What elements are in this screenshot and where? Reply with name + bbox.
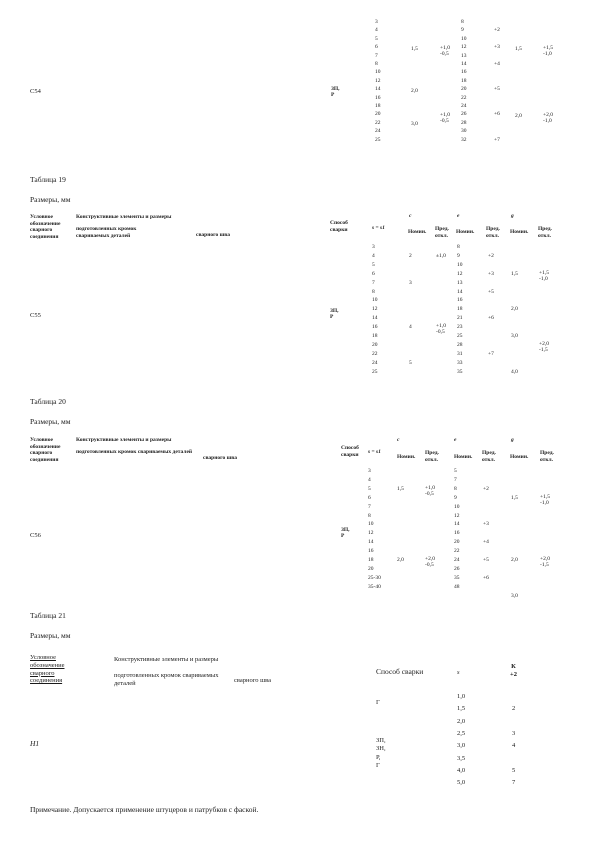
cell-e-nom: 23 (457, 324, 463, 331)
table-20-header-code: Условное обозначение сварного соединения (30, 437, 61, 463)
table-21-header-code: Условное обозначение сварного соединения (30, 654, 65, 685)
cell-e-nom: 24 (454, 557, 460, 563)
joint-code-h1: Н1 (30, 739, 40, 748)
cell-k: 4 (512, 742, 516, 750)
cell-c-tol: +1,0 -0,5 (440, 44, 450, 57)
table-19-title: Таблица 19 (30, 175, 66, 184)
table-20-header-method: Способ сварки (341, 445, 359, 458)
cell-e-nom: 5 (454, 468, 457, 474)
table-19-header-c-nom: Номин. (408, 229, 427, 235)
table-21-header-prep: подготовленных кромок свариваемых деталей (114, 672, 219, 687)
cell-s: 1,5 (457, 705, 466, 713)
table-20-header-g-tol: Пред. откл. (540, 450, 554, 463)
cell-e-nom: 12 (454, 512, 460, 519)
cell-s: 14 (368, 539, 374, 546)
cell-s: 3 (372, 244, 375, 250)
cell-k: 5 (512, 766, 516, 774)
cell-e-nom: 8 (454, 485, 457, 492)
table-21-header-elements: Конструктивные элементы и размеры (114, 656, 219, 663)
cell-s: 5 (368, 485, 371, 492)
cell-s: 2,5 (457, 729, 466, 737)
cell-g-nom: 3,0 (511, 592, 518, 599)
table-19-header-prep: подготовленных кромок свариваемых деталей (76, 226, 137, 239)
table-20-header-e: e (454, 437, 457, 443)
cell-e-nom: 24 (461, 103, 467, 109)
cell-e-nom: 28 (461, 119, 467, 126)
table-20-title: Таблица 20 (30, 397, 66, 406)
cell-e-nom: 10 (457, 261, 463, 268)
table-21-header-seam: сварного шва (234, 677, 271, 684)
cell-e-nom: 13 (457, 279, 463, 286)
table-20-header-seam: сварного шва (203, 455, 237, 461)
table-20-header-e-tol: Пред. откл. (482, 450, 496, 463)
cell-s: 10 (372, 297, 378, 304)
table-19-header-c-tol: Пред. откл. (435, 226, 449, 239)
cell-c-nom: 3,0 (411, 121, 418, 128)
joint-code-c54: С54 (30, 88, 41, 95)
cell-c-nom: 1,5 (411, 45, 418, 52)
cell-g-tol: +2,0 -1,0 (543, 112, 553, 125)
cell-e-tol: +4 (483, 539, 489, 546)
cell-e-nom: 22 (461, 94, 467, 101)
cell-e-nom: 16 (457, 297, 463, 304)
table-21-header-s: s (457, 669, 460, 676)
cell-s: 3,5 (457, 754, 466, 762)
cell-e-nom: 18 (457, 306, 463, 313)
cell-s: 3 (368, 468, 371, 474)
cell-e-nom: 35 (454, 574, 460, 581)
method-c55: ЗП, Р (330, 308, 339, 321)
cell-s: 5,0 (457, 779, 466, 787)
cell-k: 3 (512, 729, 516, 737)
cell-e-tol: +6 (483, 574, 489, 581)
cell-e-tol: +2 (494, 27, 500, 34)
table-20-header-c-tol: Пред. откл. (425, 450, 439, 463)
cell-s: 20 (368, 565, 374, 572)
cell-e-tol: +5 (483, 557, 489, 563)
table-19-units: Размеры, мм (30, 195, 71, 204)
cell-e-nom: 21 (457, 315, 463, 322)
cell-e-nom: 26 (461, 111, 467, 118)
cell-e-tol: +7 (494, 136, 500, 143)
table-20-units: Размеры, мм (30, 417, 71, 426)
cell-e-nom: 7 (454, 476, 457, 483)
cell-e-tol: +3 (494, 44, 500, 51)
cell-s: 5 (372, 261, 375, 268)
cell-g-nom: 3,0 (511, 333, 518, 339)
cell-k: 2 (512, 705, 516, 713)
cell-e-tol: +3 (483, 521, 489, 528)
cell-e-tol: +6 (494, 111, 500, 118)
table-21-header-method: Способ сварки (376, 667, 424, 676)
cell-e-nom: 22 (454, 548, 460, 555)
cell-s: 18 (375, 103, 381, 109)
cell-e-tol: +2 (488, 252, 494, 259)
cell-s: 4 (375, 27, 378, 34)
table-19-header-e: e (457, 213, 460, 219)
cell-s: 6 (375, 44, 378, 51)
cell-s: 3 (375, 19, 378, 25)
cell-s: 14 (372, 315, 378, 322)
cell-s: 2,0 (457, 717, 466, 725)
cell-s: 4,0 (457, 766, 466, 774)
method-c56: ЗП, Р (341, 527, 350, 540)
cell-s: 16 (375, 94, 381, 101)
footnote: Примечание. Допускается применение штуцеров и патрубков с фаской. (30, 805, 259, 814)
joint-code-c55: С55 (30, 312, 41, 319)
table-20-header-prep: подготовленных кромок свариваемых деталей (76, 449, 193, 455)
cell-e-nom: 12 (457, 270, 463, 277)
cell-s: 8 (372, 288, 375, 295)
cell-e-nom: 14 (454, 521, 460, 528)
method-h1-list: ЗП, ЗН, Р, Г (376, 737, 386, 770)
cell-e-nom: 32 (461, 136, 467, 143)
cell-g-tol: +2,0 -1,5 (540, 556, 550, 569)
cell-g-nom: 2,0 (511, 306, 518, 313)
cell-e-tol: +6 (488, 315, 494, 322)
table-19-header-e-tol: Пред. откл. (486, 226, 500, 239)
cell-g-nom: 1,5 (511, 494, 518, 501)
cell-s: 8 (368, 512, 371, 519)
cell-s: 7 (368, 503, 371, 510)
cell-g-nom: 4,0 (511, 368, 518, 375)
method-h1-first: Г (376, 699, 380, 706)
cell-e-tol: +4 (494, 61, 500, 67)
cell-g-nom: 1,5 (515, 45, 522, 52)
cell-k: 7 (512, 779, 516, 787)
cell-e-nom: 30 (461, 128, 467, 135)
cell-c-tol: +1,0 -0,5 (436, 323, 446, 336)
table-21-title: Таблица 21 (30, 611, 66, 620)
table-20-header-elements: Конструктивные элементы и размеры (76, 437, 172, 443)
table-19-header-g-tol: Пред. откл. (538, 226, 552, 239)
table-19-header-g-nom: Номин. (510, 229, 529, 235)
cell-e-nom: 35 (457, 368, 463, 375)
cell-e-nom: 8 (461, 19, 464, 25)
cell-e-nom: 16 (454, 530, 460, 537)
cell-c-nom: 2,0 (397, 557, 404, 563)
table-19-header-code: Условное обозначение сварного соединения (30, 214, 61, 240)
cell-s: 20 (375, 111, 381, 118)
cell-s: 22 (372, 350, 378, 357)
cell-g-nom: 1,5 (511, 270, 518, 277)
cell-s: 14 (375, 86, 381, 93)
cell-c-nom: 1,5 (397, 485, 404, 492)
cell-s: 10 (368, 521, 374, 528)
table-19-header-seam: сварного шва (196, 232, 230, 238)
cell-e-nom: 31 (457, 350, 463, 357)
cell-s: 20 (372, 341, 378, 348)
cell-c-nom: 3 (409, 279, 412, 286)
cell-c-tol: +1,0 -0,5 (425, 484, 435, 497)
table-19-header-g: g (511, 213, 514, 219)
cell-e-nom: 48 (454, 583, 460, 590)
cell-e-nom: 10 (454, 503, 460, 510)
table-19-header-s: s = s1 (372, 225, 385, 231)
cell-s: 16 (372, 324, 378, 331)
cell-s: 12 (372, 306, 378, 313)
cell-s: 22 (375, 119, 381, 126)
cell-s: 12 (368, 530, 374, 537)
cell-g-tol: +1,5 -1,0 (543, 44, 553, 57)
cell-e-nom: 28 (457, 341, 463, 348)
joint-code-c56: С56 (30, 532, 41, 539)
table-20-header-c-nom: Номин. (397, 454, 416, 460)
cell-e-nom: 9 (454, 494, 457, 501)
cell-e-tol: +3 (488, 270, 494, 277)
cell-s: 18 (372, 333, 378, 339)
cell-e-tol: +7 (488, 350, 494, 357)
cell-g-nom: 2,0 (515, 113, 522, 119)
cell-s: 12 (375, 77, 381, 84)
cell-s: 5 (375, 35, 378, 42)
cell-c-nom: 4 (409, 324, 412, 331)
cell-s: 24 (372, 359, 378, 366)
cell-s: 18 (368, 557, 374, 563)
cell-s: 25-30 (368, 574, 381, 581)
cell-c-tol: ±1,0 (436, 252, 446, 259)
cell-e-nom: 9 (457, 252, 460, 259)
cell-s: 3,0 (457, 742, 466, 750)
cell-s: 16 (368, 548, 374, 555)
table-20-header-c: c (397, 437, 400, 443)
cell-g-tol: +1,5 -1,0 (539, 269, 549, 282)
cell-e-nom: 20 (454, 539, 460, 546)
cell-g-nom: 2,0 (511, 557, 518, 563)
cell-s: 7 (372, 279, 375, 286)
cell-g-tol: +2,0 -1,5 (539, 340, 549, 353)
cell-s: 6 (372, 270, 375, 277)
cell-e-nom: 9 (461, 27, 464, 34)
cell-s: 25 (375, 136, 381, 143)
cell-e-nom: 8 (457, 244, 460, 250)
table-20-header-g-nom: Номин. (510, 454, 529, 460)
cell-s: 10 (375, 69, 381, 76)
cell-c-tol: +1,0 -0,5 (440, 112, 450, 125)
cell-e-tol: +5 (488, 288, 494, 295)
cell-e-nom: 14 (457, 288, 463, 295)
cell-s: 8 (375, 61, 378, 67)
cell-c-nom: 2 (409, 252, 412, 259)
cell-e-nom: 18 (461, 77, 467, 84)
method-c54: ЗП, Р (331, 86, 340, 99)
cell-s: 1,0 (457, 693, 466, 700)
cell-e-nom: 33 (457, 359, 463, 366)
cell-e-nom: 10 (461, 35, 467, 42)
cell-e-nom: 16 (461, 69, 467, 76)
cell-e-nom: 12 (461, 44, 467, 51)
cell-s: 4 (368, 476, 371, 483)
cell-e-nom: 14 (461, 61, 467, 67)
cell-s: 25 (372, 368, 378, 375)
cell-c-nom: 2,0 (411, 87, 418, 94)
cell-e-nom: 26 (454, 565, 460, 572)
table-19-header-e-nom: Номин. (456, 229, 475, 235)
table-20-header-e-nom: Номин. (454, 454, 473, 460)
table-20-header-s: s = s1 (368, 449, 381, 455)
cell-e-tol: +2 (483, 485, 489, 492)
table-21-header-k: К +2 (510, 663, 517, 679)
table-21-units: Размеры, мм (30, 631, 71, 640)
table-19-header-c: c (409, 213, 412, 219)
cell-c-nom: 5 (409, 359, 412, 366)
cell-s: 35-40 (368, 583, 381, 590)
cell-s: 7 (375, 52, 378, 59)
cell-s: 4 (372, 252, 375, 259)
cell-e-nom: 13 (461, 52, 467, 59)
cell-g-tol: +1,5 -1,0 (540, 493, 550, 506)
cell-e-tol: +5 (494, 86, 500, 93)
cell-e-nom: 25 (457, 333, 463, 339)
cell-s: 24 (375, 128, 381, 135)
cell-e-nom: 20 (461, 86, 467, 93)
table-19-header-method: Способ сварки (330, 220, 348, 233)
cell-s: 6 (368, 494, 371, 501)
cell-c-tol: +2,0 -0,5 (425, 556, 435, 569)
table-19-header-elements: Конструктивные элементы и размеры (76, 214, 172, 220)
table-20-header-g: g (511, 437, 514, 443)
